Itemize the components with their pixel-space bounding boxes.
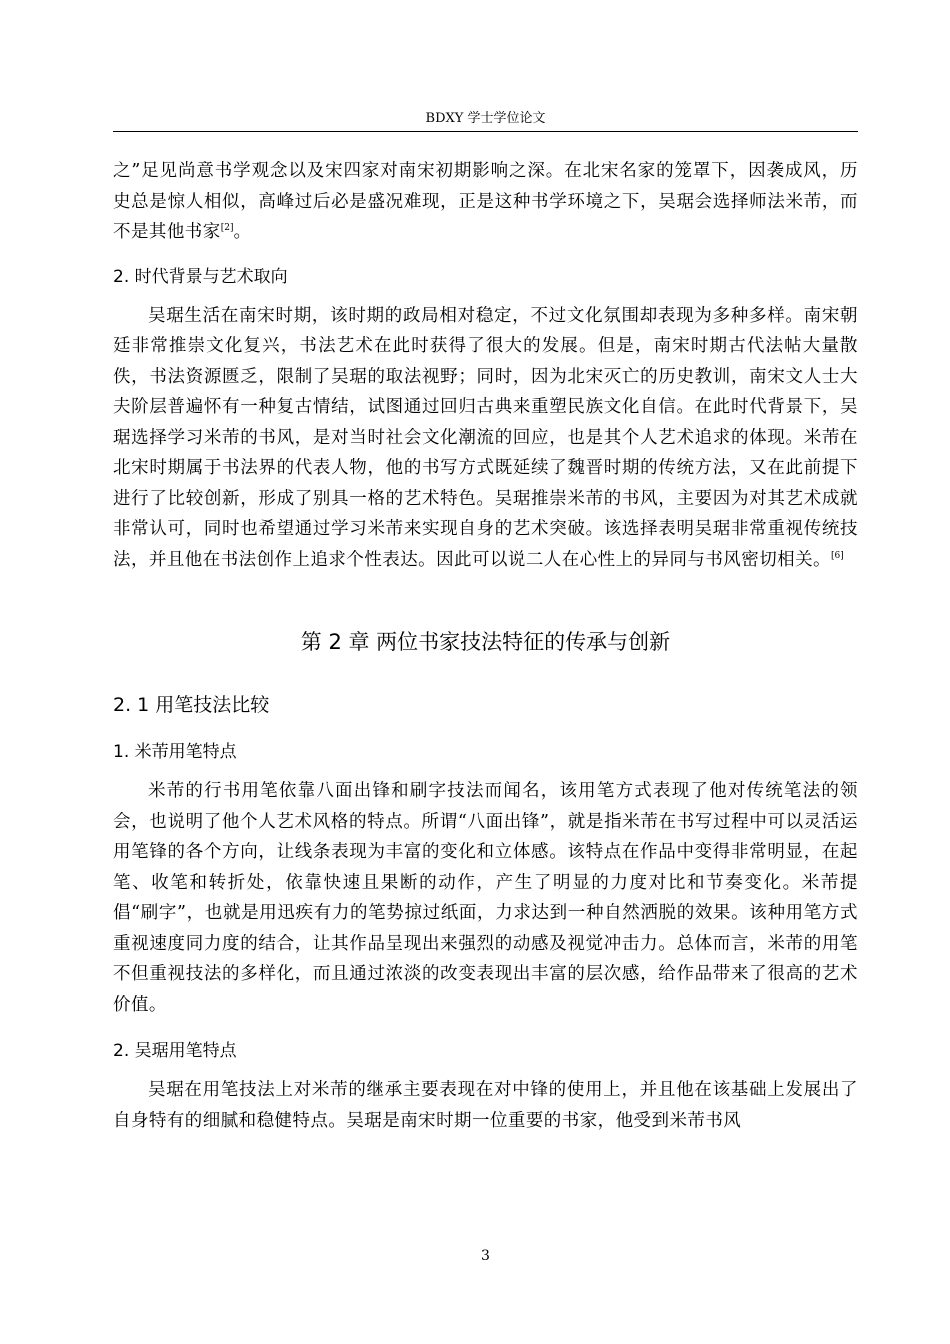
paragraph-wuju: 吴琚在用笔技法上对米芾的继承主要表现在对中锋的使用上，并且他在该基础上发展出了自身特有的细腻和稳健特点。吴琚是南宋时期一位重要的书家，他受到米芾书风	[113, 1080, 858, 1131]
citation-2: [2]	[220, 223, 234, 233]
page-number: 3	[481, 1248, 490, 1264]
paragraph-intro	[113, 156, 858, 248]
paragraph-background-text: 吴琚生活在南宋时期，该时期的政局相对稳定，不过文化氛围却表现为多种多样。南宋朝廷非常推崇文化复兴，书法艺术在此时获得了很大的发展。但是，南宋时期古代法帖大量散佚，书法资源匮乏，限制了吴琚的取法视野；同时，因为北宋灭亡的历史教训，南宋文人士大夫阶层普遍怀有一种复古情结，试图通过回归古典来重塑民族文化自信。在此时代背景下，吴琚选择学习米芾的书风，是对当时社会文化潮流的回应，也是其个人艺术追求的体现。米芾在北宋时期属于书法界的代表人物，他的书写方式既延续了魏晋时期的传统方法，又在此前提下进行了比较创新，形成了别具一格的艺术特色。吴琚推崇米芾的书风，主要因为对其艺术成就非常认可，同时也希望通过学习米芾来实现自身的艺术突破。该选择表明吴琚非常重视传统技法，并且他在书法创作上追求个性表达。因此可以说二人在心性上的异同与书风密切相关。	[113, 305, 858, 570]
running-header: BDXY 学士学位论文	[425, 111, 546, 126]
header-rule	[113, 131, 858, 132]
page-body	[113, 156, 858, 1136]
paragraph-intro-text: 之”足见尚意书学观念以及宋四家对南宋初期影响之深。在北宋名家的笼罩下，因袭成风，历史总是惊人相似，高峰过后必是盛况难现，正是这种书学环境之下，吴琚会选择师法米芾，而不是其他书家	[113, 161, 858, 242]
subheading-wuju: 2. 吴琚用笔特点	[113, 1041, 237, 1061]
chapter-title: 第 2 章 两位书家技法特征的传承与创新	[300, 630, 671, 654]
paragraph-intro-tail: 。	[233, 222, 252, 242]
section-title: 2. 1 用笔技法比较	[113, 694, 270, 716]
subheading-mifu: 1. 米芾用笔特点	[113, 742, 237, 762]
subheading-background: 2. 时代背景与艺术取向	[113, 266, 288, 287]
paragraph-background	[113, 301, 858, 576]
paragraph-mifu: 米芾的行书用笔依靠八面出锋和刷字技法而闻名，该用笔方式表现了他对传统笔法的领会，也说明了他个人艺术风格的特点。所谓“八面出锋”，就是指米芾在书写过程中可以灵活运用笔锋的各个方向，让线条表现为丰富的变化和立体感。该特点在作品中变得非常明显，在起笔、收笔和转折处，依靠快速且果断的动作，产生了明显的力度对比和节奏变化。米芾提倡“刷字”，也就是用迅疾有力的笔势掠过纸面，力求达到一种自然洒脱的效果。该种用笔方式重视速度同力度的结合，让其作品呈现出来强烈的动感及视觉冲击力。总体而言，米芾的用笔不但重视技法的多样化，而且通过浓淡的改变表现出丰富的层次感，给作品带来了很高的艺术价值。	[113, 781, 858, 1015]
citation-6: [6]	[831, 550, 844, 561]
